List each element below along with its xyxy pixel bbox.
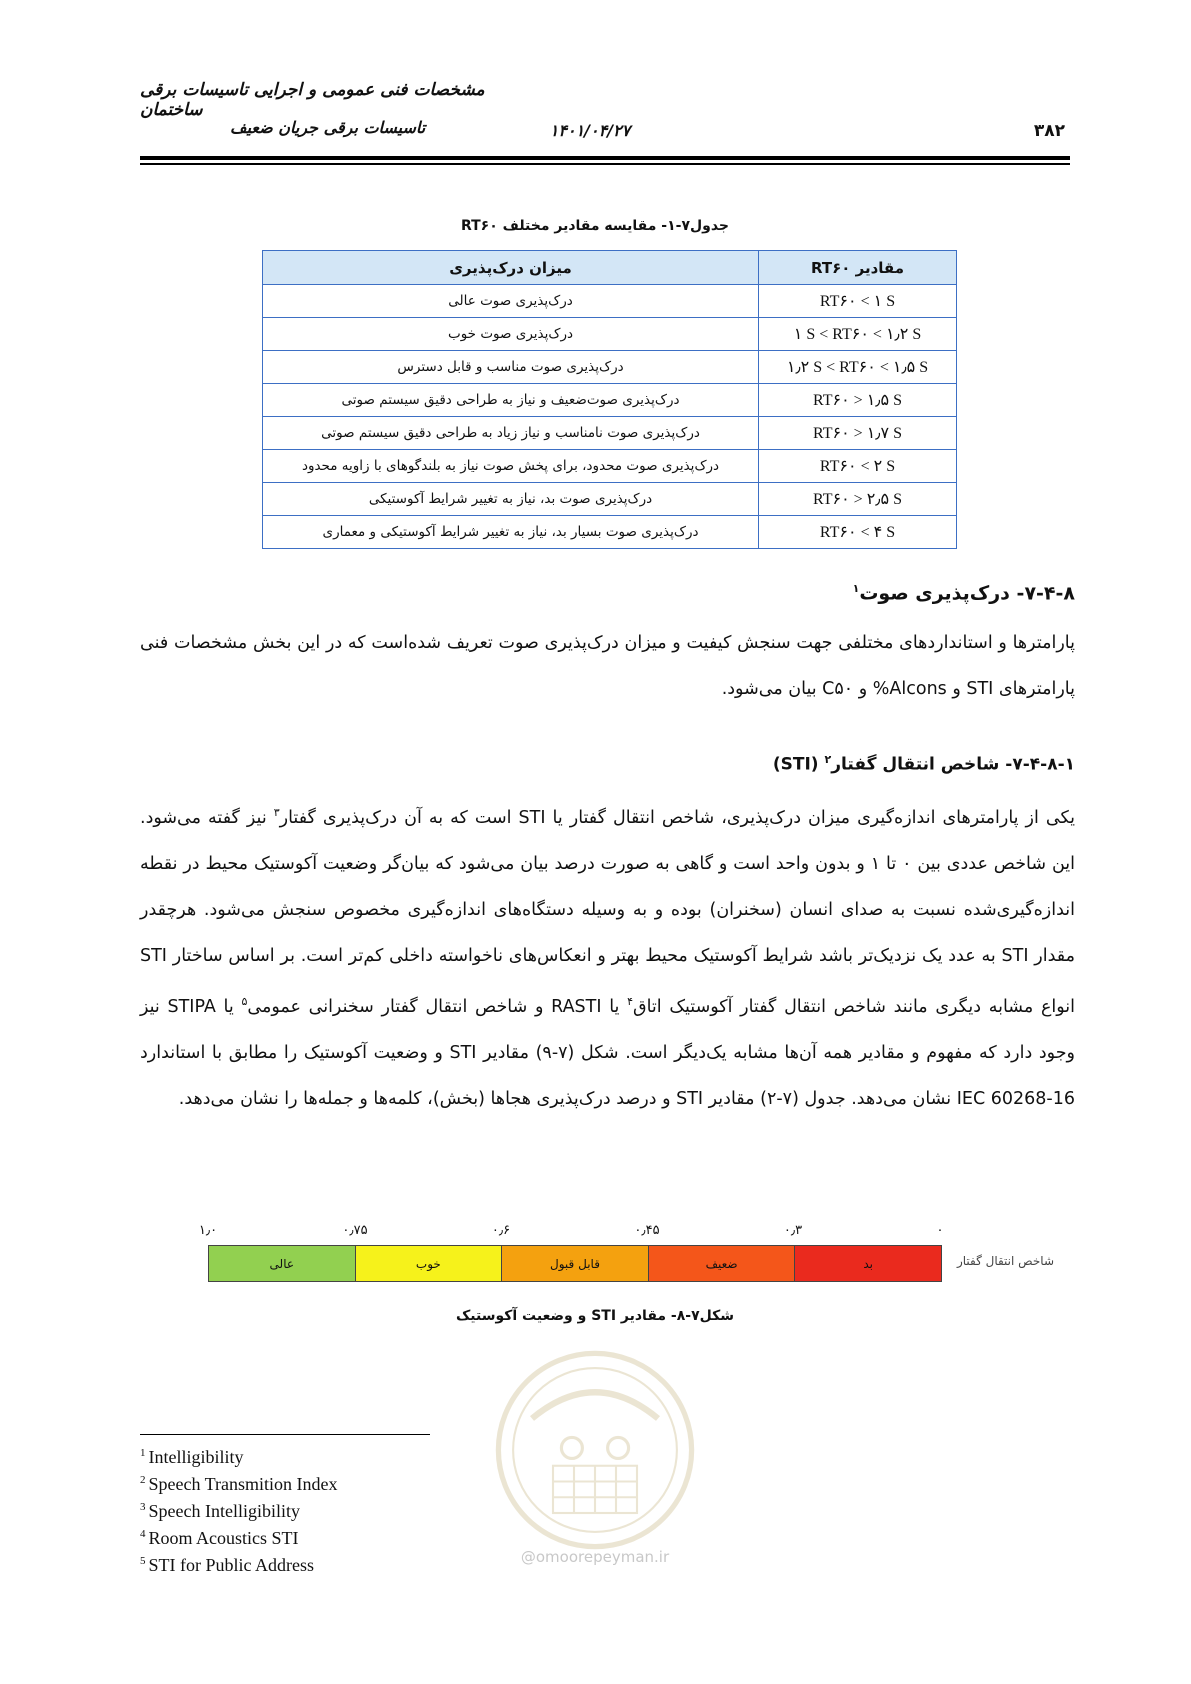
scale-segment-excellent: عالی	[209, 1246, 356, 1281]
column-header-value: مقادیر RT۶۰	[759, 251, 957, 285]
rt60-table	[262, 250, 957, 549]
footnote-text: Speech Transmition Index	[148, 1474, 338, 1494]
table-cell-desc: درک‌پذیری صوت بسیار بد، نیاز به تغییر شرایط آکوستیکی و معماری	[263, 516, 759, 549]
header-rule-thick	[140, 156, 1070, 160]
paragraph-text: یکی از پارامترهای اندازه‌گیری میزان درک‌پذیری، شاخص انتقال گفتار یا STI است که به آن درک‌پذیری گفتار	[279, 807, 1075, 828]
page-number: ۳۸۲	[1033, 121, 1065, 141]
table-row	[263, 285, 957, 318]
table-cell-value: RT۶۰ > ۱٫۵ S	[759, 384, 957, 417]
table-cell-desc: درک‌پذیری صوت نامناسب و نیاز زیاد به طراحی دقیق سیستم صوتی	[263, 417, 759, 450]
scale-segment-good: خوب	[356, 1246, 503, 1281]
footnote-item	[140, 1523, 640, 1550]
table-row	[263, 384, 957, 417]
footnote-text: Room Acoustics STI	[148, 1528, 299, 1548]
table-row	[263, 318, 957, 351]
scale-segment-weak: ضعیف	[649, 1246, 796, 1281]
tick-label: ۰	[936, 1223, 944, 1238]
table-cell-desc: درک‌پذیری صوت خوب	[263, 318, 759, 351]
subsection-heading-abbr: (STI)	[772, 754, 819, 775]
tick-label: ۰٫۳	[783, 1223, 803, 1238]
subsection-heading	[140, 753, 1075, 775]
footnote-ref: ۳	[273, 806, 280, 819]
footnotes	[140, 1442, 640, 1577]
watermark-site: @omoorepeyman.ir	[520, 1548, 670, 1566]
paragraph-text: نیز گفته می‌شود. این شاخص عددی بین ۰ تا ۱ و بدون واحد است و گاهی به صورت درصد بیان می‌شود که بیان‌گر وضعیت آکوستیک محیط در نقطه اندازه‌گیری‌شده نسبت به صدای انسان (سخنران) بوده و به وسیله دستگاه‌های اندازه‌گیری مخصوص سنجش می‌شود. هرچقدر مقدار STI به عدد یک نزدیک‌تر باشد شرایط آکوستیک محیط بهتر و انعکاس‌های ناخواسته داخلی کم‌تر است. بر اساس ساختار STI انواع مشابه دیگری مانند شاخص انتقال گفتار آکوستیک اتاق	[140, 807, 1076, 1017]
header-rule-thin	[140, 163, 1070, 165]
footnote-number: 5	[140, 1555, 146, 1567]
tick-label: ۰٫۶	[491, 1223, 511, 1238]
footnote-number: 4	[140, 1528, 146, 1540]
footnote-ref: ۵	[241, 994, 248, 1008]
scale-axis-label: شاخص انتقال گفتار	[956, 1254, 1054, 1268]
footnote-item	[140, 1550, 640, 1577]
paragraph-text: یا RASTI و شاخص انتقال گفتار سخنرانی عمومی	[247, 996, 628, 1017]
footnote-rule	[140, 1434, 430, 1435]
sti-scale-bar	[208, 1245, 942, 1282]
figure-caption: شکل۷-۸- مقادیر STI و وضعیت آکوستیک	[455, 1308, 735, 1324]
footnote-item	[140, 1442, 640, 1469]
table-cell-value: RT۶۰ < ۴ S	[759, 516, 957, 549]
tick-label: ۱٫۰	[198, 1223, 218, 1238]
table-row	[263, 450, 957, 483]
footnote-ref: ۴	[627, 994, 634, 1008]
footnote-item	[140, 1469, 640, 1496]
footnote-number: 2	[140, 1474, 146, 1486]
sti-paragraph	[140, 790, 1075, 1122]
table-row	[263, 417, 957, 450]
document-title: مشخصات فنی عمومی و اجرایی تاسیسات برقی ساختمان	[140, 80, 485, 120]
footnote-ref: ۱	[852, 582, 860, 595]
footnote-text: Speech Intelligibility	[148, 1501, 300, 1521]
footnote-item	[140, 1496, 640, 1523]
tick-label: ۰٫۷۵	[342, 1223, 368, 1238]
footnote-number: 3	[140, 1501, 146, 1513]
scale-segment-bad: بد	[795, 1246, 941, 1281]
table-cell-value: RT۶۰ > ۲٫۵ S	[759, 483, 957, 516]
scale-segment-acceptable: قابل قبول	[502, 1246, 649, 1281]
footnote-text: Intelligibility	[148, 1447, 244, 1467]
subsection-heading-text: ۷-۴-۸-۱- شاخص انتقال گفتار	[831, 754, 1075, 775]
table-cell-desc: درک‌پذیری صوت بد، نیاز به تغییر شرایط آکوستیکی	[263, 483, 759, 516]
table-cell-value: ۱ S < RT۶۰ < ۱٫۲ S	[759, 318, 957, 351]
tick-label: ۰٫۴۵	[634, 1223, 660, 1238]
intro-paragraph: پارامترها و استانداردهای مختلفی جهت سنجش کیفیت و میزان درک‌پذیری صوت تعریف شده‌است که در این بخش مشخصات فنی پارامترهای STI و Alcons% و C۵۰ بیان می‌شود.	[140, 633, 1075, 699]
table-cell-desc: درک‌پذیری صوت محدود، برای پخش صوت نیاز به بلندگوهای با زاویه محدود	[263, 450, 759, 483]
document-date: ۱۴۰۱/۰۴/۲۷	[549, 121, 631, 140]
footnote-text: STI for Public Address	[148, 1555, 314, 1575]
table-cell-value: RT۶۰ > ۱٫۷ S	[759, 417, 957, 450]
table-row	[263, 516, 957, 549]
footnote-number: 1	[140, 1447, 146, 1459]
footnote-ref: ۲	[824, 753, 832, 766]
table-row	[263, 483, 957, 516]
table-cell-desc: درک‌پذیری صوت مناسب و قابل دسترس	[263, 351, 759, 384]
table-cell-value: RT۶۰ < ۱ S	[759, 285, 957, 318]
table-cell-desc: درک‌پذیری صوت عالی	[263, 285, 759, 318]
document-subtitle: تاسیسات برقی جریان ضعیف	[230, 118, 426, 137]
table-row	[263, 351, 957, 384]
table-cell-value: ۱٫۲ S < RT۶۰ < ۱٫۵ S	[759, 351, 957, 384]
section-heading-text: ۷-۴-۸- درک‌پذیری صوت	[859, 582, 1075, 605]
section-heading	[140, 582, 1075, 604]
paragraph-text: یا STIPA نیز وجود دارد که مفهوم و مقادیر همه آن‌ها مشابه یک‌دیگر است. شکل (۷-۹) مقادیر STI و وضعیت آکوستیک را مطابق با استاندارد IEC 60268-16 نشان می‌دهد. جدول (۷-۲) مقادیر STI و درصد درک‌پذیری هجاها (بخش)، کلمه‌ها و جمله‌ها را نشان می‌دهد.	[140, 996, 1075, 1109]
sti-scale-ticks	[195, 1223, 944, 1243]
table-cell-value: RT۶۰ < ۲ S	[759, 450, 957, 483]
table-cell-desc: درک‌پذیری صوت‌ضعیف و نیاز به طراحی دقیق سیستم صوتی	[263, 384, 759, 417]
column-header-level: میزان درک‌پذیری	[263, 251, 759, 285]
table-header-row	[263, 251, 957, 285]
table-caption: جدول۷-۱- مقایسه مقادیر مختلف RT۶۰	[460, 218, 730, 234]
